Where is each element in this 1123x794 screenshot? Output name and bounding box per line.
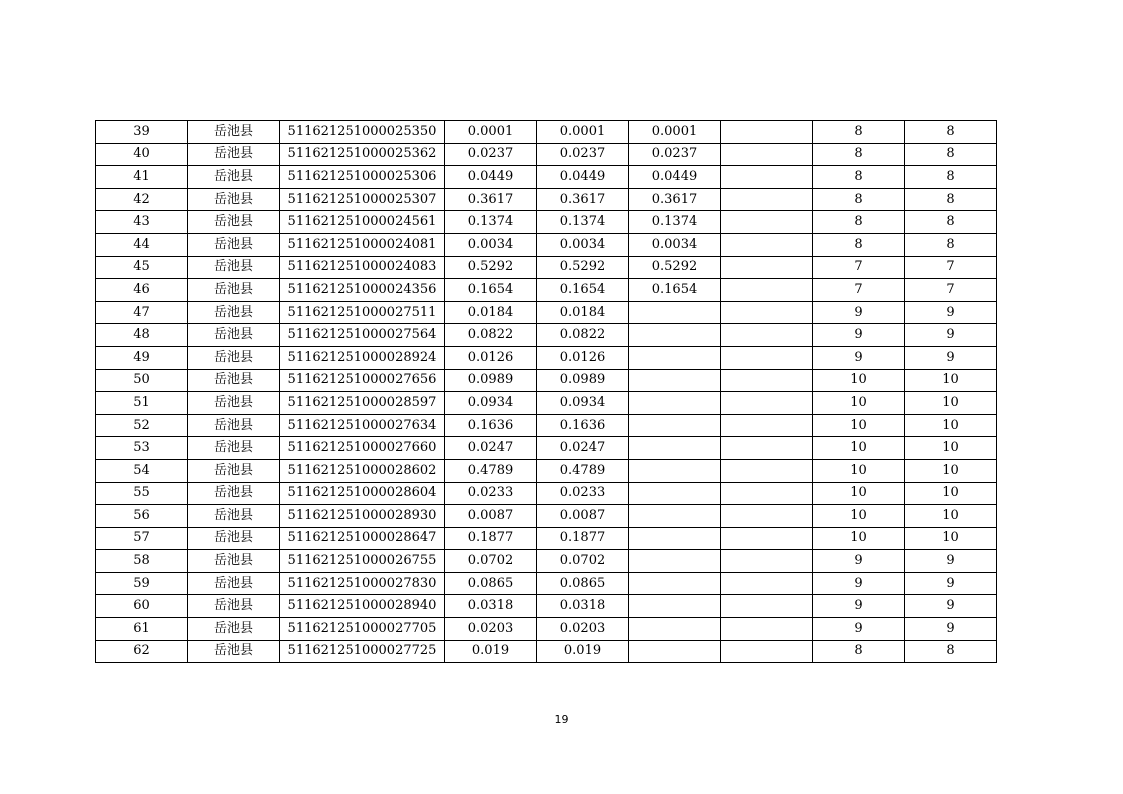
cell-f: 9	[905, 572, 997, 595]
cell-d	[721, 550, 813, 573]
table-row	[96, 392, 997, 415]
cell-code: 511621251000025350	[280, 121, 445, 144]
cell-e: 8	[813, 211, 905, 234]
cell-f: 9	[905, 618, 997, 641]
cell-e: 10	[813, 482, 905, 505]
cell-f: 8	[905, 188, 997, 211]
table-body	[96, 121, 997, 663]
cell-no: 57	[96, 527, 188, 550]
cell-c	[629, 301, 721, 324]
cell-d	[721, 211, 813, 234]
cell-e: 10	[813, 527, 905, 550]
cell-d	[721, 505, 813, 528]
cell-d	[721, 459, 813, 482]
table-row	[96, 188, 997, 211]
cell-county: 岳池县	[188, 166, 280, 189]
cell-f: 9	[905, 346, 997, 369]
cell-code: 511621251000026755	[280, 550, 445, 573]
cell-no: 49	[96, 346, 188, 369]
cell-b: 0.1877	[537, 527, 629, 550]
cell-c: 0.0034	[629, 233, 721, 256]
cell-c	[629, 459, 721, 482]
cell-no: 44	[96, 233, 188, 256]
cell-code: 511621251000028602	[280, 459, 445, 482]
cell-d	[721, 414, 813, 437]
cell-d	[721, 233, 813, 256]
cell-a: 0.0126	[445, 346, 537, 369]
cell-a: 0.0318	[445, 595, 537, 618]
cell-b: 0.0989	[537, 369, 629, 392]
cell-e: 8	[813, 121, 905, 144]
cell-c	[629, 550, 721, 573]
cell-d	[721, 482, 813, 505]
cell-a: 0.1374	[445, 211, 537, 234]
cell-b: 0.019	[537, 640, 629, 663]
cell-no: 61	[96, 618, 188, 641]
cell-f: 10	[905, 505, 997, 528]
table-row	[96, 121, 997, 144]
cell-c	[629, 392, 721, 415]
cell-e: 10	[813, 505, 905, 528]
cell-b: 0.0184	[537, 301, 629, 324]
cell-b: 0.0822	[537, 324, 629, 347]
cell-a: 0.4789	[445, 459, 537, 482]
table-row	[96, 505, 997, 528]
cell-c: 0.1374	[629, 211, 721, 234]
cell-f: 10	[905, 369, 997, 392]
table-row	[96, 459, 997, 482]
cell-code: 511621251000027656	[280, 369, 445, 392]
cell-c	[629, 572, 721, 595]
cell-e: 8	[813, 233, 905, 256]
cell-county: 岳池县	[188, 527, 280, 550]
cell-no: 43	[96, 211, 188, 234]
cell-c: 0.0449	[629, 166, 721, 189]
cell-e: 8	[813, 143, 905, 166]
cell-county: 岳池县	[188, 618, 280, 641]
cell-a: 0.1636	[445, 414, 537, 437]
cell-c	[629, 437, 721, 460]
cell-county: 岳池县	[188, 437, 280, 460]
table-row	[96, 301, 997, 324]
cell-no: 51	[96, 392, 188, 415]
cell-no: 39	[96, 121, 188, 144]
cell-county: 岳池县	[188, 188, 280, 211]
cell-no: 48	[96, 324, 188, 347]
cell-c	[629, 527, 721, 550]
cell-code: 511621251000028930	[280, 505, 445, 528]
cell-b: 0.0203	[537, 618, 629, 641]
cell-a: 0.1877	[445, 527, 537, 550]
cell-d	[721, 392, 813, 415]
table-row	[96, 527, 997, 550]
cell-code: 511621251000025306	[280, 166, 445, 189]
cell-no: 52	[96, 414, 188, 437]
cell-code: 511621251000025362	[280, 143, 445, 166]
cell-b: 0.0247	[537, 437, 629, 460]
cell-b: 0.0318	[537, 595, 629, 618]
cell-a: 0.0247	[445, 437, 537, 460]
cell-d	[721, 595, 813, 618]
cell-a: 0.019	[445, 640, 537, 663]
cell-code: 511621251000027705	[280, 618, 445, 641]
cell-c	[629, 482, 721, 505]
cell-f: 8	[905, 121, 997, 144]
cell-no: 50	[96, 369, 188, 392]
cell-code: 511621251000027660	[280, 437, 445, 460]
cell-county: 岳池县	[188, 550, 280, 573]
cell-f: 8	[905, 233, 997, 256]
cell-county: 岳池县	[188, 301, 280, 324]
cell-a: 0.0203	[445, 618, 537, 641]
cell-a: 0.0865	[445, 572, 537, 595]
table-row	[96, 256, 997, 279]
cell-b: 0.0126	[537, 346, 629, 369]
cell-code: 511621251000025307	[280, 188, 445, 211]
cell-b: 0.5292	[537, 256, 629, 279]
cell-c	[629, 324, 721, 347]
cell-f: 9	[905, 301, 997, 324]
cell-e: 7	[813, 256, 905, 279]
cell-no: 53	[96, 437, 188, 460]
cell-no: 56	[96, 505, 188, 528]
cell-d	[721, 618, 813, 641]
cell-county: 岳池县	[188, 121, 280, 144]
cell-code: 511621251000027830	[280, 572, 445, 595]
cell-a: 0.0934	[445, 392, 537, 415]
cell-code: 511621251000027511	[280, 301, 445, 324]
cell-c: 0.0237	[629, 143, 721, 166]
table-row	[96, 346, 997, 369]
cell-e: 9	[813, 572, 905, 595]
cell-f: 8	[905, 143, 997, 166]
cell-d	[721, 188, 813, 211]
cell-county: 岳池县	[188, 482, 280, 505]
cell-no: 59	[96, 572, 188, 595]
cell-code: 511621251000028924	[280, 346, 445, 369]
cell-no: 45	[96, 256, 188, 279]
cell-b: 0.1374	[537, 211, 629, 234]
page-number: 19	[554, 713, 569, 726]
cell-no: 41	[96, 166, 188, 189]
cell-county: 岳池县	[188, 595, 280, 618]
table-row	[96, 233, 997, 256]
cell-c	[629, 505, 721, 528]
cell-e: 9	[813, 595, 905, 618]
cell-code: 511621251000027634	[280, 414, 445, 437]
cell-d	[721, 346, 813, 369]
cell-a: 0.0702	[445, 550, 537, 573]
cell-no: 60	[96, 595, 188, 618]
cell-f: 8	[905, 166, 997, 189]
cell-county: 岳池县	[188, 324, 280, 347]
table-row	[96, 595, 997, 618]
table-row	[96, 414, 997, 437]
cell-b: 0.1654	[537, 279, 629, 302]
cell-code: 511621251000028604	[280, 482, 445, 505]
cell-a: 0.0237	[445, 143, 537, 166]
cell-a: 0.3617	[445, 188, 537, 211]
cell-county: 岳池县	[188, 392, 280, 415]
cell-code: 511621251000027725	[280, 640, 445, 663]
cell-a: 0.0001	[445, 121, 537, 144]
cell-b: 0.3617	[537, 188, 629, 211]
cell-d	[721, 369, 813, 392]
cell-c	[629, 595, 721, 618]
cell-a: 0.0822	[445, 324, 537, 347]
cell-c: 0.1654	[629, 279, 721, 302]
cell-b: 0.1636	[537, 414, 629, 437]
cell-no: 40	[96, 143, 188, 166]
cell-c	[629, 346, 721, 369]
cell-f: 8	[905, 640, 997, 663]
cell-b: 0.0233	[537, 482, 629, 505]
cell-b: 0.0449	[537, 166, 629, 189]
cell-code: 511621251000024081	[280, 233, 445, 256]
cell-b: 0.0034	[537, 233, 629, 256]
cell-d	[721, 527, 813, 550]
cell-a: 0.0989	[445, 369, 537, 392]
table-row	[96, 640, 997, 663]
cell-f: 10	[905, 437, 997, 460]
cell-f: 10	[905, 392, 997, 415]
cell-a: 0.1654	[445, 279, 537, 302]
table-row	[96, 369, 997, 392]
cell-e: 9	[813, 550, 905, 573]
cell-code: 511621251000027564	[280, 324, 445, 347]
cell-d	[721, 121, 813, 144]
cell-b: 0.0087	[537, 505, 629, 528]
cell-f: 7	[905, 256, 997, 279]
cell-a: 0.0087	[445, 505, 537, 528]
cell-no: 62	[96, 640, 188, 663]
cell-a: 0.5292	[445, 256, 537, 279]
cell-d	[721, 256, 813, 279]
cell-b: 0.4789	[537, 459, 629, 482]
cell-county: 岳池县	[188, 414, 280, 437]
cell-county: 岳池县	[188, 505, 280, 528]
cell-e: 9	[813, 618, 905, 641]
cell-c	[629, 618, 721, 641]
table-row	[96, 550, 997, 573]
cell-e: 10	[813, 414, 905, 437]
cell-no: 54	[96, 459, 188, 482]
cell-a: 0.0449	[445, 166, 537, 189]
table-row	[96, 482, 997, 505]
cell-e: 9	[813, 346, 905, 369]
cell-e: 10	[813, 369, 905, 392]
cell-no: 58	[96, 550, 188, 573]
cell-e: 10	[813, 437, 905, 460]
cell-f: 10	[905, 459, 997, 482]
cell-county: 岳池县	[188, 572, 280, 595]
cell-a: 0.0034	[445, 233, 537, 256]
cell-f: 10	[905, 527, 997, 550]
cell-county: 岳池县	[188, 459, 280, 482]
cell-code: 511621251000024356	[280, 279, 445, 302]
cell-a: 0.0233	[445, 482, 537, 505]
cell-c	[629, 369, 721, 392]
table-row	[96, 211, 997, 234]
cell-county: 岳池县	[188, 143, 280, 166]
cell-no: 42	[96, 188, 188, 211]
table-row	[96, 143, 997, 166]
cell-f: 8	[905, 211, 997, 234]
table-row	[96, 279, 997, 302]
cell-c	[629, 414, 721, 437]
cell-f: 9	[905, 550, 997, 573]
table-row	[96, 572, 997, 595]
cell-f: 10	[905, 482, 997, 505]
cell-code: 511621251000024561	[280, 211, 445, 234]
cell-b: 0.0865	[537, 572, 629, 595]
cell-e: 7	[813, 279, 905, 302]
cell-a: 0.0184	[445, 301, 537, 324]
cell-b: 0.0934	[537, 392, 629, 415]
cell-e: 8	[813, 640, 905, 663]
cell-county: 岳池县	[188, 346, 280, 369]
cell-e: 10	[813, 459, 905, 482]
cell-b: 0.0237	[537, 143, 629, 166]
table-row	[96, 437, 997, 460]
cell-no: 55	[96, 482, 188, 505]
cell-c	[629, 640, 721, 663]
cell-d	[721, 640, 813, 663]
cell-code: 511621251000024083	[280, 256, 445, 279]
cell-code: 511621251000028940	[280, 595, 445, 618]
cell-b: 0.0702	[537, 550, 629, 573]
cell-d	[721, 301, 813, 324]
cell-county: 岳池县	[188, 369, 280, 392]
cell-d	[721, 279, 813, 302]
cell-b: 0.0001	[537, 121, 629, 144]
cell-f: 7	[905, 279, 997, 302]
cell-county: 岳池县	[188, 256, 280, 279]
cell-d	[721, 143, 813, 166]
cell-d	[721, 324, 813, 347]
cell-code: 511621251000028597	[280, 392, 445, 415]
cell-f: 10	[905, 414, 997, 437]
cell-c: 0.3617	[629, 188, 721, 211]
data-table	[95, 120, 997, 663]
cell-d	[721, 437, 813, 460]
cell-e: 8	[813, 166, 905, 189]
cell-county: 岳池县	[188, 279, 280, 302]
table-row	[96, 324, 997, 347]
cell-e: 10	[813, 392, 905, 415]
cell-county: 岳池县	[188, 233, 280, 256]
cell-d	[721, 572, 813, 595]
cell-e: 9	[813, 324, 905, 347]
cell-no: 47	[96, 301, 188, 324]
cell-county: 岳池县	[188, 211, 280, 234]
cell-code: 511621251000028647	[280, 527, 445, 550]
cell-c: 0.5292	[629, 256, 721, 279]
cell-f: 9	[905, 595, 997, 618]
cell-e: 9	[813, 301, 905, 324]
cell-no: 46	[96, 279, 188, 302]
cell-e: 8	[813, 188, 905, 211]
cell-d	[721, 166, 813, 189]
table-row	[96, 166, 997, 189]
cell-f: 9	[905, 324, 997, 347]
cell-county: 岳池县	[188, 640, 280, 663]
table-row	[96, 618, 997, 641]
cell-c: 0.0001	[629, 121, 721, 144]
